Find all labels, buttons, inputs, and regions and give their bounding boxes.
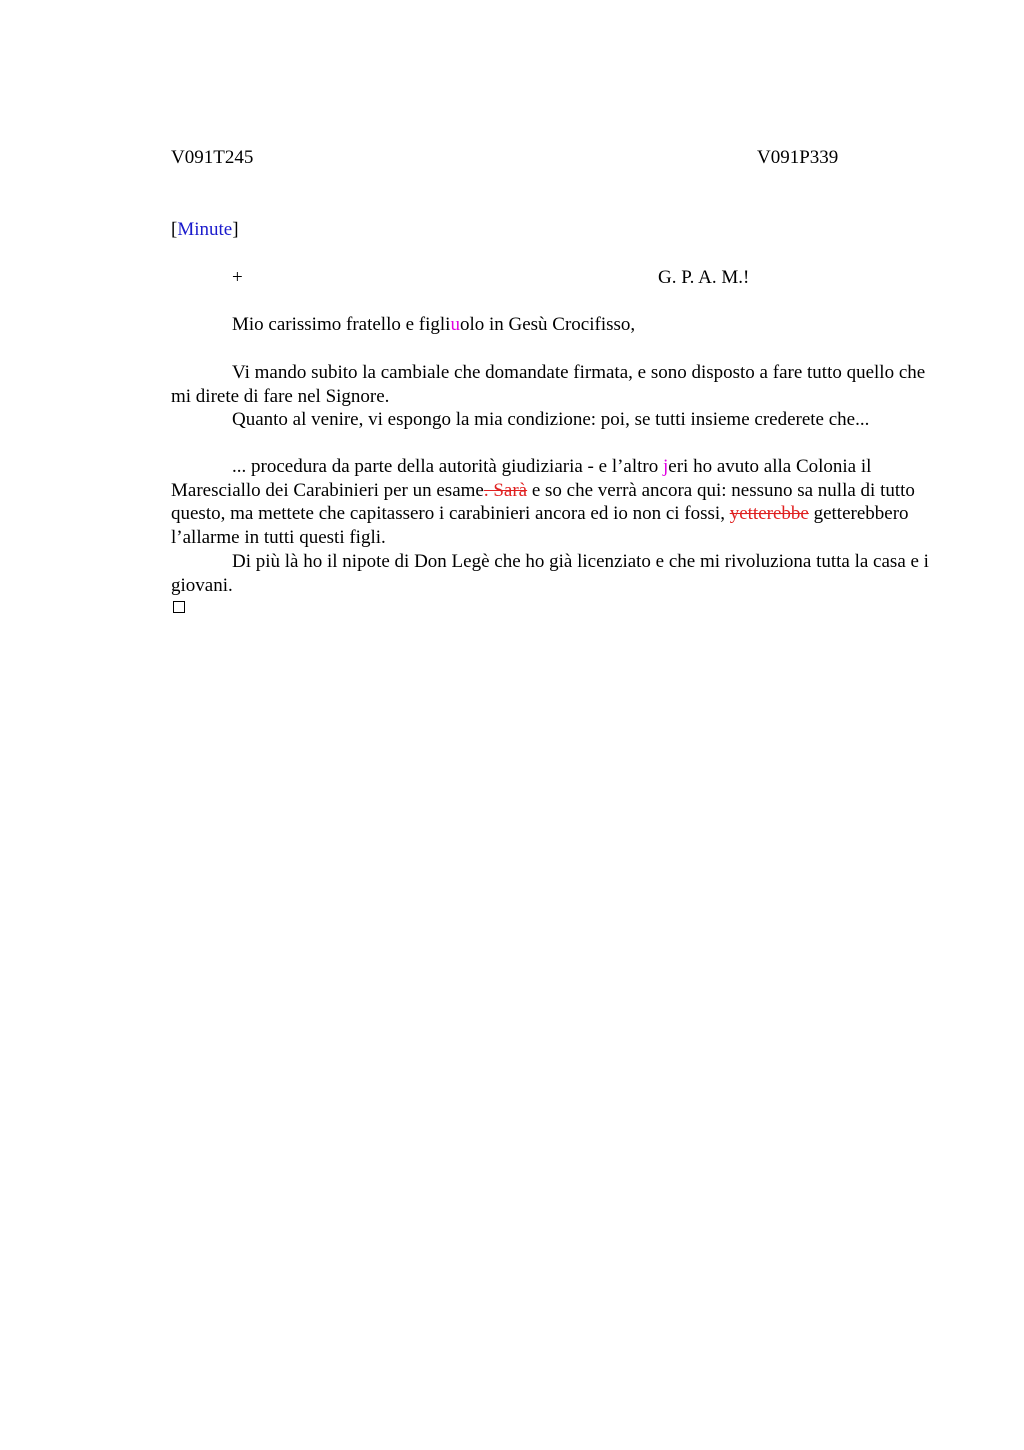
motto: G. P. A. M.! <box>658 267 750 288</box>
paragraph-3 <box>171 455 931 549</box>
paragraph-3-part-b: eri ho avuto alla Colonia il Maresciallo dei Carabinieri per un esame <box>171 456 872 501</box>
cross-symbol: + <box>232 267 243 288</box>
paragraph-4: Di più là ho il nipote di Don Legè che ho già licenziato e che mi rivoluziona tutta la casa e i giovani. <box>171 551 929 596</box>
empty-square-icon <box>173 601 185 613</box>
minute-link[interactable]: Minute <box>177 219 233 240</box>
minute-label <box>171 218 239 242</box>
paragraph-1: Vi mando subito la cambiale che domandate firmata, e sono disposto a fare tutto quello che mi direte di fare nel Signore. <box>171 362 926 407</box>
paragraph-3-deletion-1: . Sarà <box>483 479 528 501</box>
paragraph-3-insertion: j <box>663 456 669 477</box>
document-code-left: V091T245 <box>171 147 254 168</box>
salutation-insertion: u <box>450 314 460 335</box>
paragraph-2: Quanto al venire, vi espongo la mia condizione: poi, se tutti insieme crederete che... <box>232 409 870 430</box>
paragraph-3-part-a: ... procedura da parte della autorità giudiziaria - e l’altro <box>232 456 663 477</box>
bracket-close: ] <box>232 219 239 240</box>
paragraph-3-deletion-2: yetterebbe <box>729 503 809 524</box>
salutation-pre: Mio carissimo fratello e figli <box>232 314 451 335</box>
paragraph-3-part-d: getterebbero l’allarme in tutti questi figli. <box>171 503 909 548</box>
salutation-post: olo in Gesù Crocifisso, <box>459 314 636 335</box>
bracket-open: [ <box>171 219 178 240</box>
salutation <box>232 313 635 337</box>
document-code-right: V091P339 <box>757 147 839 168</box>
paragraph-3-part-c: e so che verrà ancora qui: nessuno sa nulla di tutto questo, ma mettete che capitassero i carabinieri ancora ed io non ci fossi, <box>171 479 915 524</box>
